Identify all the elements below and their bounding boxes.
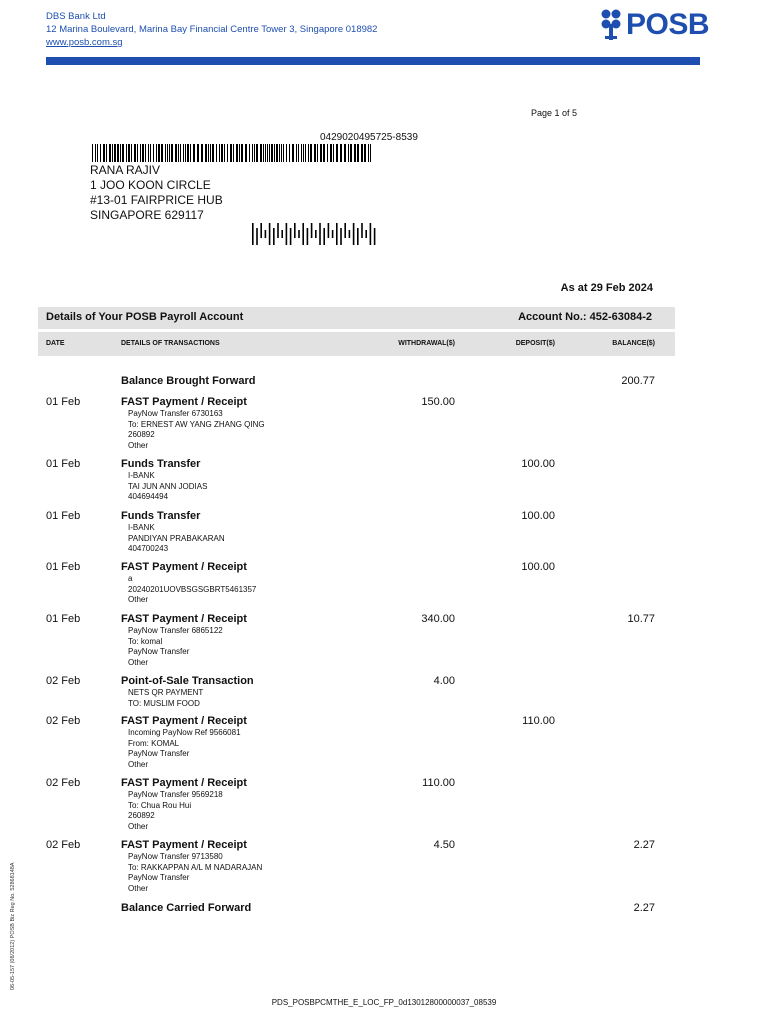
row-balance: 200.77 [621,375,655,387]
row-detail-line: PayNow Transfer [128,647,190,656]
row-deposit: 110.00 [522,715,555,727]
row-detail-line: Other [128,883,149,893]
row-deposit: 100.00 [521,561,555,573]
header-balance: BALANCE($) [612,340,655,347]
row-detail-line: Other [128,440,149,450]
bank-info [46,10,377,49]
row-detail-line: PayNow Transfer [128,749,190,758]
header-details: DETAILS OF TRANSACTIONS [121,340,220,347]
page-number: Page 1 of 5 [531,108,578,118]
footer-code: PDS_POSBPCMTHE_E_LOC_FP_0d13012800000037_08539 [271,998,497,1007]
address-line-1: 1 JOO KOON CIRCLE [90,178,211,192]
row-detail-line: Incoming PayNow Ref 9566081 [128,728,241,737]
row-detail-line: To: ERNEST AW YANG ZHANG QING [128,419,265,429]
row-description: Balance Brought Forward [121,375,256,387]
row-detail-line: To: komal [128,636,163,646]
customer-address [90,163,223,223]
bank-website-link[interactable]: www.posb.com.sg [46,37,123,48]
row-detail-line: I-BANK [128,471,155,480]
row-description: FAST Payment / Receipt [121,715,247,727]
row-details [128,790,223,832]
header-date: DATE [46,340,65,347]
account-title: Details of Your POSB Payroll Account [46,311,244,323]
posb-logo [600,8,709,42]
row-details [128,409,265,451]
row-balance: 2.27 [633,839,655,851]
side-reference-text: 06-05-157 (08/2012) POSB Biz Reg No. 52868148A [10,862,16,990]
bank-name: DBS Bank Ltd [46,11,106,22]
row-detail-line: To: Chua Rou Hui [128,800,192,810]
row-description: FAST Payment / Receipt [121,839,247,851]
row-withdrawal: 4.50 [433,839,455,851]
row-detail-line: From: KOMAL [128,738,180,748]
row-description: FAST Payment / Receipt [121,396,247,408]
row-description: Point-of-Sale Transaction [121,675,254,687]
row-date: 02 Feb [46,715,81,727]
row-deposit: 100.00 [521,510,555,522]
row-date: 01 Feb [46,613,81,625]
row-details [128,852,262,894]
row-withdrawal: 340.00 [421,613,455,625]
row-date: 02 Feb [46,839,81,851]
row-description: Balance Carried Forward [121,902,252,914]
row-detail-line: a [128,574,133,583]
row-description: FAST Payment / Receipt [121,561,247,573]
bank-address: 12 Marina Boulevard, Marina Bay Financial Centre Tower 3, Singapore 018982 [46,24,378,35]
row-details [128,574,256,606]
statement-date: As at 29 Feb 2024 [560,282,653,294]
customer-name: RANA RAJIV [90,163,161,177]
row-description: FAST Payment / Receipt [121,613,247,625]
row-date: 01 Feb [46,396,81,408]
row-detail-line: I-BANK [128,523,155,532]
posb-emblem-icon [600,8,622,42]
postal-barcode [252,223,382,245]
logo-text: POSB [626,8,710,41]
row-detail-line: 404694494 [128,492,169,501]
row-date: 02 Feb [46,777,81,789]
row-detail-line: Other [128,821,149,831]
row-detail-line: PayNow Transfer [128,873,190,882]
mail-barcode [92,144,374,162]
row-description: FAST Payment / Receipt [121,777,247,789]
row-detail-line: TAI JUN ANN JODIAS [128,481,208,491]
row-withdrawal: 110.00 [422,777,455,789]
row-detail-line: NETS QR PAYMENT [128,688,204,697]
row-details [128,626,223,668]
row-details [128,688,203,709]
row-balance: 10.77 [627,613,655,625]
row-withdrawal: 4.00 [433,675,455,687]
row-date: 01 Feb [46,458,81,470]
row-detail-line: 260892 [128,430,155,439]
row-date: 01 Feb [46,510,81,522]
header-withdrawal: WITHDRAWAL($) [398,340,455,347]
barcode-number: 0429020495725-8539 [320,132,418,143]
row-detail-line: 260892 [128,811,155,820]
row-date: 02 Feb [46,675,81,687]
row-detail-line: PayNow Transfer 6730163 [128,409,223,418]
row-detail-line: 404700243 [128,544,169,553]
row-detail-line: TO: MUSLIM FOOD [128,698,200,708]
row-description: Funds Transfer [121,510,201,522]
address-line-3: SINGAPORE 629117 [90,208,204,222]
header-deposit: DEPOSIT($) [515,340,555,347]
row-detail-line: To: RAKKAPPAN A/L M NADARAJAN [128,862,263,872]
row-date: 01 Feb [46,561,81,573]
row-details [128,471,207,503]
address-line-2: #13-01 FAIRPRICE HUB [90,193,223,207]
row-withdrawal: 150.00 [421,396,455,408]
row-details [128,523,225,555]
row-balance: 2.27 [633,902,655,914]
row-detail-line: Other [128,657,149,667]
header-bar [46,57,700,65]
row-detail-line: Other [128,595,149,604]
row-deposit: 100.00 [521,458,555,470]
row-detail-line: PayNow Transfer 9569218 [128,790,223,799]
row-detail-line: PayNow Transfer 6865122 [128,626,223,635]
row-description: Funds Transfer [121,458,201,470]
row-detail-line: PANDIYAN PRABAKARAN [128,533,225,543]
row-detail-line: 20240201UOVBSGSGBRT5461357 [128,584,257,594]
row-detail-line: Other [128,759,149,769]
account-number: Account No.: 452-63084-2 [518,311,652,323]
row-details [128,728,241,770]
row-detail-line: PayNow Transfer 9713580 [128,852,223,861]
